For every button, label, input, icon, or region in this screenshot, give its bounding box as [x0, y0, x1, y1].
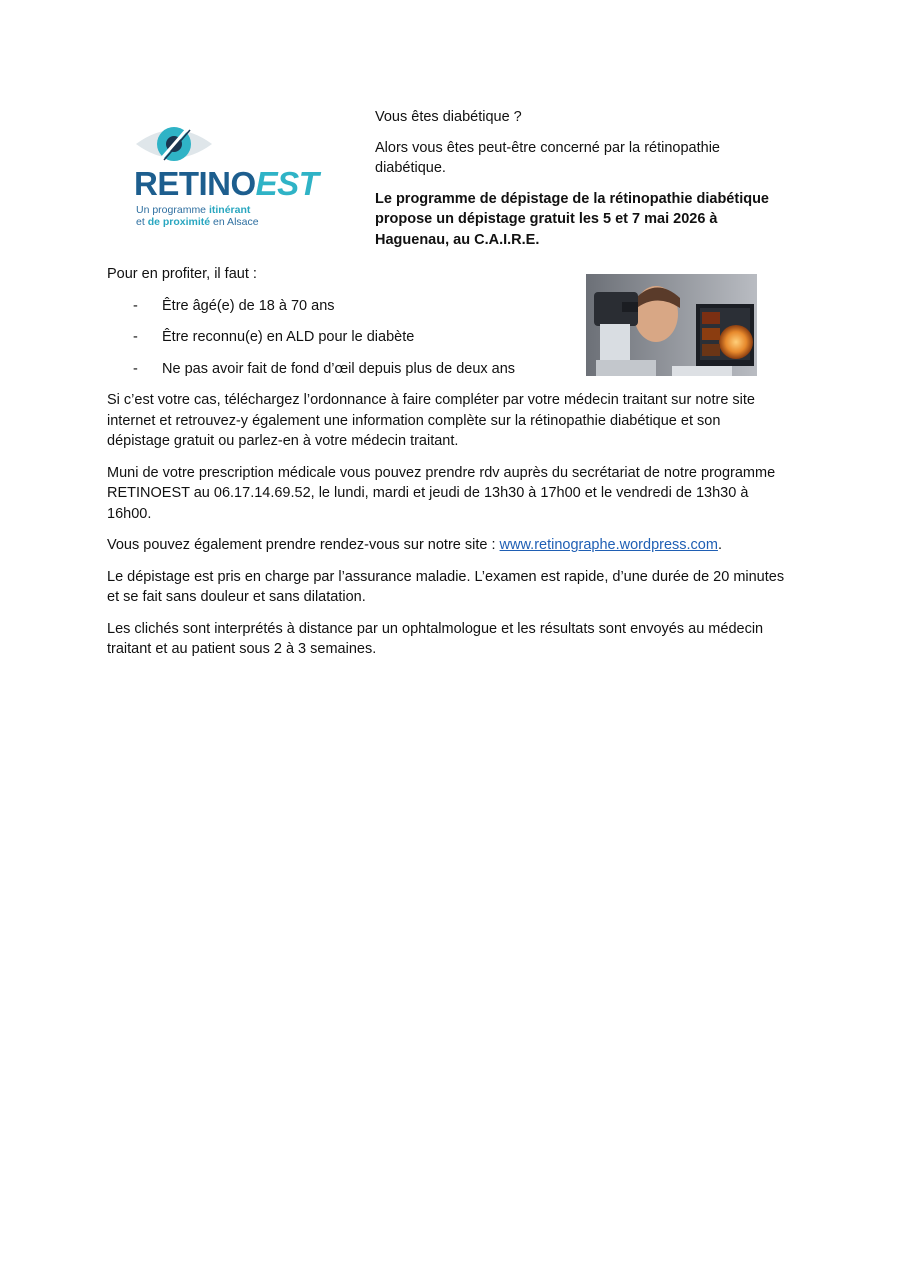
intro-block — [375, 107, 785, 260]
list-item — [107, 327, 787, 348]
logo-tagline — [136, 204, 259, 228]
logo-tagline-highlight: de proximité — [147, 216, 211, 228]
conditions-intro: Pour en profiter, il faut : — [107, 266, 257, 282]
bullet-dash: - — [133, 329, 138, 345]
body-block — [107, 264, 787, 671]
intro-concerned: Alors vous êtes peut-être concerné par la rétinopathie diabétique. — [375, 139, 720, 176]
intro-question: Vous êtes diabétique ? — [375, 109, 522, 125]
download-paragraph: Si c’est votre cas, téléchargez l’ordonnance à faire compléter par votre médecin traitant sur notre site internet et retrouvez-y également une information complète sur la rétinopathie diabétique et son dépistage gratuit ou parlez-en à votre médecin traitant. — [107, 392, 755, 449]
logo-tagline-text: et — [136, 216, 148, 228]
bullet-dash: - — [133, 360, 138, 377]
logo-word-retino: RETINO — [134, 165, 256, 202]
logo-tagline-line2 — [136, 216, 259, 228]
intro-program: Le programme de dépistage de la rétinopathie diabétique propose un dépistage gratuit les 5 et 7 mai 2026 à Haguenau, au C.A.I.R.E. — [375, 190, 769, 248]
list-item — [107, 296, 787, 317]
logo-wordmark — [134, 166, 318, 202]
site-prefix: Vous pouvez également prendre rendez-vous sur notre site : — [107, 537, 500, 553]
criteria-list — [107, 296, 787, 380]
criteria-text: Être âgé(e) de 18 à 70 ans — [162, 297, 335, 314]
eye-icon — [134, 122, 214, 166]
bullet-dash: - — [133, 297, 138, 314]
criteria-text: Ne pas avoir fait de fond d’œil depuis plus de deux ans — [162, 360, 516, 377]
website-link[interactable]: www.retinographe.wordpress.com — [499, 537, 718, 553]
logo-tagline-text: Un programme — [136, 204, 209, 216]
appointment-paragraph: Muni de votre prescription médicale vous pouvez prendre rdv auprès du secrétariat de notre programme RETINOEST au 06.17.14.69.52, le lundi, mardi et jeudi de 13h30 à 17h00 et le vendredi de 13h30 à 16h00. — [107, 464, 776, 522]
criteria-text: Être reconnu(e) en ALD pour le diabète — [162, 329, 415, 345]
site-paragraph — [107, 535, 787, 556]
site-suffix: . — [717, 537, 722, 553]
logo-tagline-text: en Alsace — [210, 216, 259, 228]
results-paragraph: Les clichés sont interprétés à distance par un ophtalmologue et les résultats sont envoyés au médecin traitant et au patient sous 2 à 3 semaines. — [107, 620, 764, 657]
retinoest-logo — [134, 122, 319, 234]
logo-word-est: EST — [255, 165, 319, 202]
logo-tagline-line1 — [136, 204, 259, 216]
logo-tagline-highlight: itinérant — [208, 204, 251, 216]
list-item — [107, 359, 787, 380]
coverage-paragraph: Le dépistage est pris en charge par l’assurance maladie. L’examen est rapide, d’une durée de 20 minutes et se fait sans douleur et sans dilatation. — [107, 568, 785, 605]
